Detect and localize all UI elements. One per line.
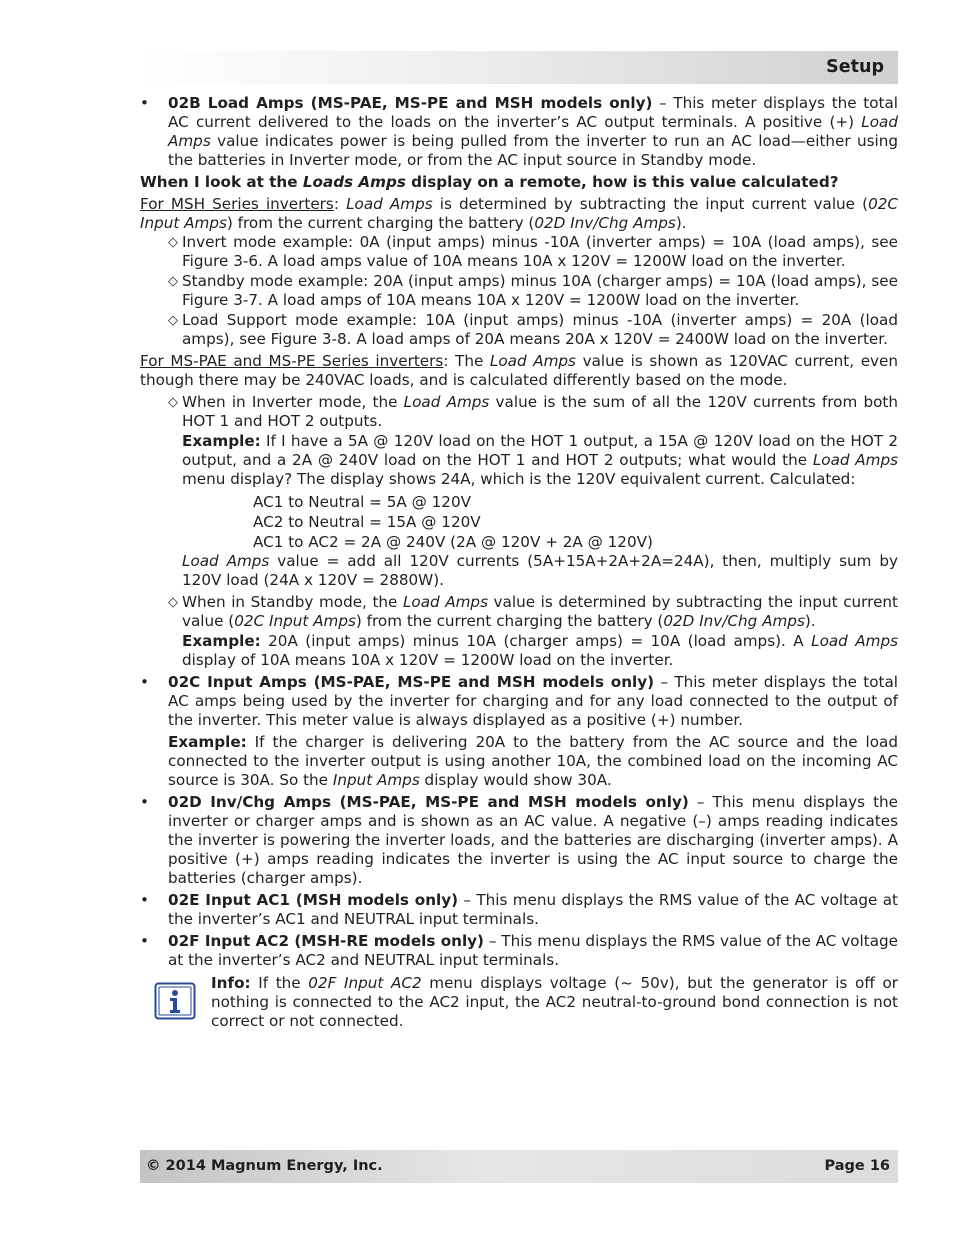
bullet-dot: •	[140, 891, 149, 909]
calc-line-2: AC2 to Neutral = 15A @ 120V	[253, 513, 481, 531]
page-body	[140, 94, 898, 1031]
input-amps-example: Example: If the charger is delivering 20A to the battery from the AC source and the load connected to the inverter output is using another 10A, the combined load on the incoming AC source is 30A. So the Input Amps display would show 30A.	[168, 733, 898, 789]
standby-mode-example: Example: 20A (input amps) minus 10A (charger amps) = 10A (load amps). A Load Amps display of 10A means 10A x 120V = 1200W load on the inverter.	[182, 632, 898, 669]
bullet-heading: 02D Inv/Chg Amps (MS-PAE, MS-PE and MSH models only)	[168, 793, 689, 811]
diamond-bullet-icon: ◇	[168, 235, 178, 250]
inverter-mode-item: ◇ When in Inverter mode, the Load Amps value is the sum of all the 120V currents from both HOT 1 and HOT 2 outputs.	[168, 393, 898, 430]
page-footer-bar	[140, 1150, 898, 1183]
diamond-bullet-icon: ◇	[168, 595, 178, 610]
msh-series-label: For MSH Series inverters	[140, 195, 334, 213]
bullet-02e-input-ac1: • 02E Input AC1 (MSH models only) – This menu displays the RMS value of the AC voltage at the inverter’s AC1 and NEUTRAL input terminals.	[140, 891, 898, 928]
diamond-bullet-icon: ◇	[168, 313, 178, 328]
bullet-02b-load-amps: • 02B Load Amps (MS-PAE, MS-PE and MSH models only) – This meter displays the total AC current delivered to the loads on the inverter’s AC output terminals. A positive (+) Load Amps value indicates power is being pulled from the inverter to run an AC load—either using the batteries in Inverter mode, or from the AC input source in Standby mode.	[140, 94, 898, 169]
bullet-dot: •	[140, 94, 149, 112]
ms-pae-series-paragraph: For MS-PAE and MS-PE Series inverters: The Load Amps value is shown as 120VAC current, even though there may be 240VAC loads, and is calculated differently based on the mode.	[140, 352, 898, 389]
bullet-02c-input-amps: • 02C Input Amps (MS-PAE, MS-PE and MSH models only) – This meter displays the total AC amps being used by the inverter for charging and for any load connected to the output of the inverter. This meter value is always displayed as a positive (+) number. Example: If the charger is delivering 20A to the battery from the AC source and the load connected to the inverter output is using another 10A, the combined load on the incoming AC source is 30A. So the Input Amps display would show 30A.	[140, 673, 898, 789]
copyright-text: © 2014 Magnum Energy, Inc.	[146, 1158, 383, 1174]
page-number: Page 16	[824, 1158, 890, 1174]
standby-mode-item: ◇ When in Standby mode, the Load Amps value is determined by subtracting the input current value (02C Input Amps) from the current charging the battery (02D Inv/Chg Amps).	[168, 593, 898, 630]
bullet-dot: •	[140, 793, 149, 811]
bullet-dot: •	[140, 673, 149, 691]
diamond-bullet-icon: ◇	[168, 274, 178, 289]
question-heading: When I look at the Loads Amps display on a remote, how is this value calculated?	[140, 173, 839, 191]
calc-line-3: AC1 to AC2 = 2A @ 240V (2A @ 120V + 2A @ 120V)	[253, 533, 653, 551]
ms-pae-series-label: For MS-PAE and MS-PE Series inverters	[140, 352, 444, 370]
standby-mode-example: ◇ Standby mode example: 20A (input amps) minus 10A (charger amps) = 10A (load amps), see Figure 3-7. A load amps of 10A means 10A x 120V = 1200W load on the inverter.	[168, 272, 898, 309]
bullet-heading: 02B Load Amps (MS-PAE, MS-PE and MSH models only)	[168, 94, 653, 112]
bullet-02f-input-ac2: • 02F Input AC2 (MSH-RE models only) – This menu displays the RMS value of the AC voltage at the inverter’s AC2 and NEUTRAL input terminals.	[140, 932, 898, 969]
bullet-02d-inv-chg-amps: • 02D Inv/Chg Amps (MS-PAE, MS-PE and MSH models only) – This menu displays the inverter or charger amps and is shown as an AC value. A negative (–) amps reading indicates the inverter is powering the inverter loads, and the batteries are discharging (inverter amps). A positive (+) amps reading indicates the inverter is using the AC input source to charge the batteries (charger amps).	[140, 793, 899, 887]
info-note: Info: If the 02F Input AC2 menu displays voltage (~ 50v), but the generator is off or nothing is connected to the AC2 input, the AC2 neutral-to-ground bond connection is not correct or not connected.	[140, 974, 898, 1031]
bullet-heading: 02F Input AC2 (MSH-RE models only)	[168, 932, 484, 950]
info-icon	[154, 982, 196, 1025]
load-support-mode-example: ◇ Load Support mode example: 10A (input amps) minus -10A (inverter amps) = 20A (load amps), see Figure 3-8. A load amps of 20A means 20A x 120V = 2400W load on the inverter.	[168, 311, 898, 348]
bullet-heading: 02E Input AC1 (MSH models only)	[168, 891, 459, 909]
bullet-heading: 02C Input Amps (MS-PAE, MS-PE and MSH models only)	[168, 673, 655, 691]
calc-line-1: AC1 to Neutral = 5A @ 120V	[253, 493, 472, 511]
inverter-mode-summary: Load Amps value = add all 120V currents (5A+15A+2A+2A=24A), then, multiply sum by 120V load (24A x 120V = 2880W).	[182, 552, 898, 589]
diamond-bullet-icon: ◇	[168, 395, 178, 410]
page-header-bar	[140, 51, 898, 84]
msh-series-paragraph: For MSH Series inverters: Load Amps is determined by subtracting the input current value (02C Input Amps) from the current charging the battery (02D Inv/Chg Amps).	[140, 195, 898, 232]
inverter-mode-example: Example: If I have a 5A @ 120V load on the HOT 1 output, a 15A @ 120V load on the HOT 2 output, and a 2A @ 240V load on the HOT 1 and HOT 2 outputs; what would the Load Amps menu display? The display shows 24A, which is the 120V equivalent current. Calculated:	[182, 432, 899, 488]
bullet-dot: •	[140, 932, 149, 950]
invert-mode-example: ◇ Invert mode example: 0A (input amps) minus -10A (inverter amps) = 10A (load amps), see Figure 3-6. A load amps value of 10A means 10A x 120V = 1200W load on the inverter.	[168, 233, 898, 270]
section-title: Setup	[826, 57, 884, 77]
